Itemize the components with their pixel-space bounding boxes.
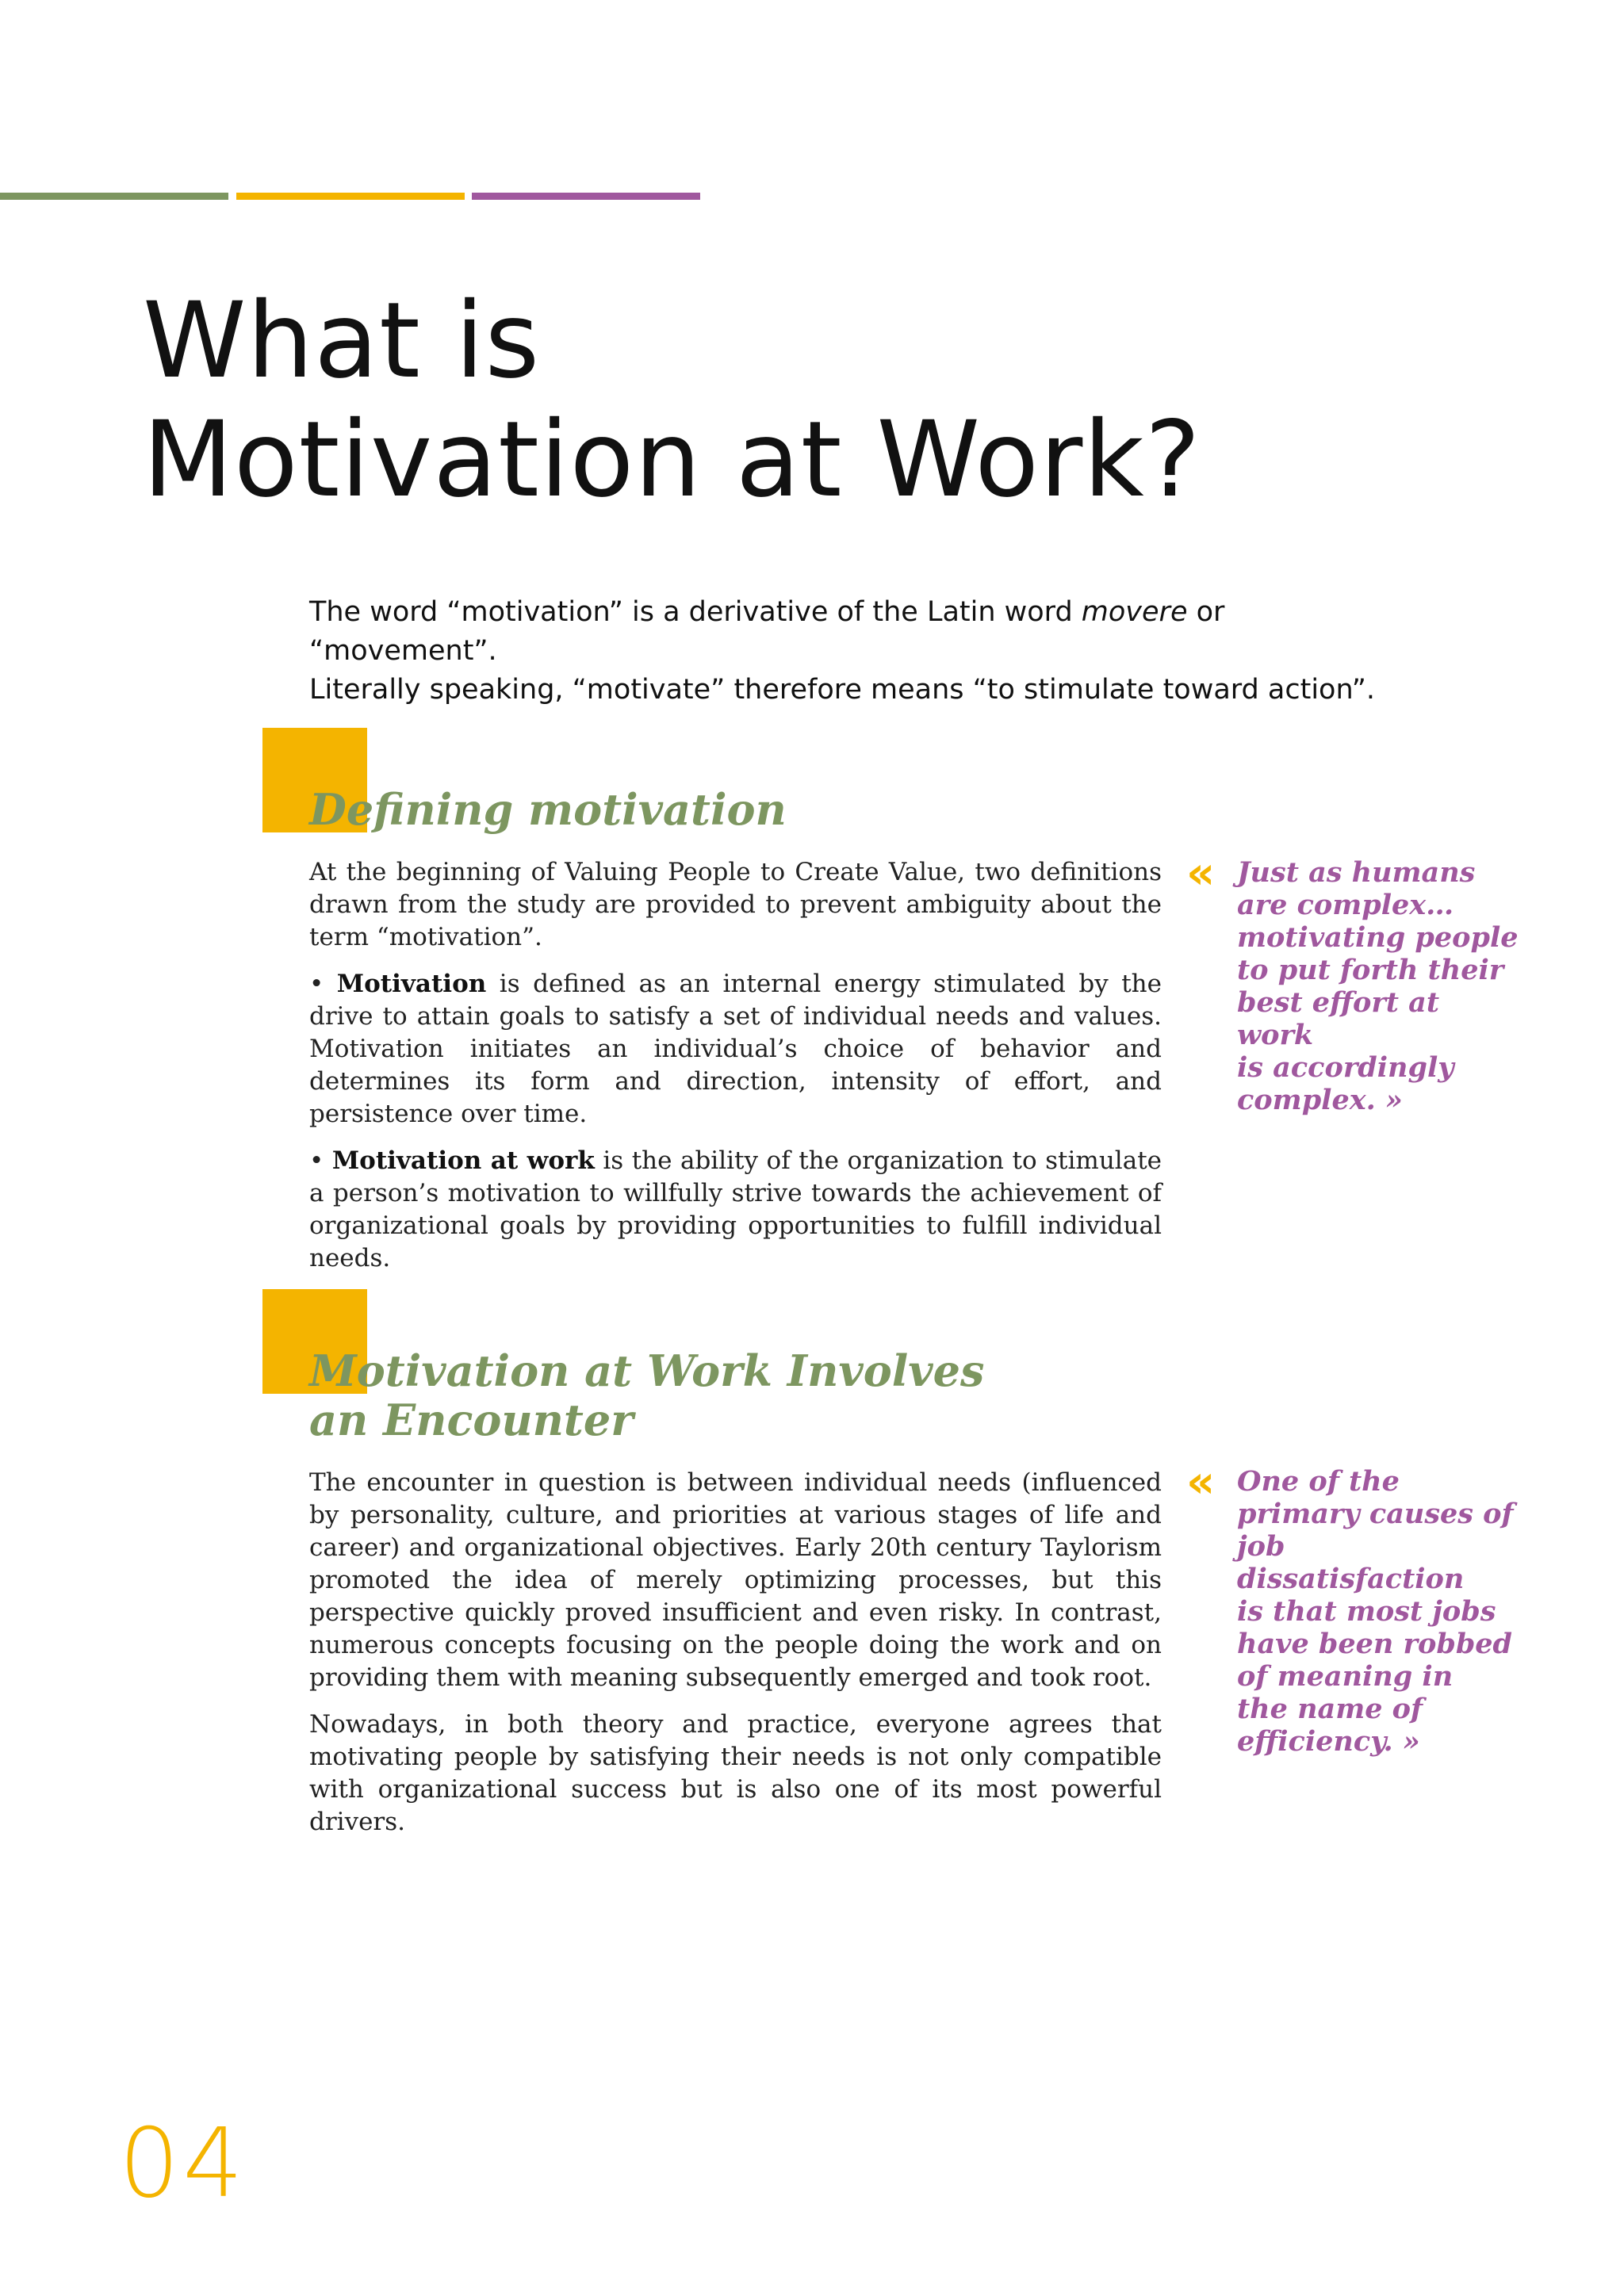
bullet-symbol: •: [309, 1146, 324, 1175]
section-2-heading-line-1: Motivation at Work Involves: [309, 1345, 985, 1396]
definition-motivation: [309, 968, 1162, 1131]
header-rule-green: [0, 193, 228, 200]
page-number: 04: [119, 2109, 247, 2219]
section-2-body: [309, 1467, 1162, 1853]
quote-line: efficiency. »: [1237, 1725, 1420, 1758]
definition-term: Motivation at work: [331, 1146, 595, 1175]
section-2-heading-line-2: an Encounter: [309, 1395, 634, 1445]
intro-line-1-start: The word “motivation” is a derivative of the Latin word: [309, 596, 1082, 628]
quote-line: Just as humans: [1237, 856, 1476, 889]
section-2-paragraph-2: Nowadays, in both theory and practice, everyone agrees that motivating people by satisfying their needs is not only compatible with organizational success but is also one of its most powerful drivers.: [309, 1710, 1162, 1836]
pull-quote-1-text: [1237, 856, 1519, 1116]
intro-text: [309, 593, 1419, 710]
header-rule-purple: [472, 193, 700, 200]
definition-motivation-at-work: [309, 1145, 1162, 1275]
quote-line: have been robbed: [1237, 1628, 1513, 1660]
quote-line: job dissatisfaction: [1237, 1530, 1465, 1595]
page-title-line-2: Motivation at Work?: [143, 399, 1201, 521]
quote-mark-icon: «: [1186, 1456, 1216, 1508]
definition-text: is the ability of the organization to stimulate a person’s motivation to willfully strive towards the achievement of organizational goals by providing opportunities to fulfill individual needs.: [309, 1146, 1162, 1272]
definition-term: Motivation: [336, 970, 487, 998]
intro-line-1: [309, 593, 1419, 671]
quote-line: One of the: [1237, 1465, 1400, 1498]
bullet-symbol: •: [309, 970, 324, 998]
quote-line: primary causes of: [1237, 1498, 1514, 1530]
definition-text: is defined as an internal energy stimulated by the drive to attain goals to satisfy a set of individual needs and values. Motivation initiates an individual’s choice of behavior and determines its form and direction, intensity of effort, and persistence over time.: [309, 970, 1162, 1128]
quote-line: best effort at work: [1237, 986, 1439, 1051]
page-title: [143, 281, 1201, 519]
quote-line: the name of: [1237, 1693, 1423, 1725]
intro-line-1-end: or “movement”.: [309, 596, 1225, 667]
quote-line: complex. »: [1237, 1084, 1403, 1116]
quote-line: is that most jobs: [1237, 1595, 1496, 1628]
pull-quote-1: [1186, 848, 1519, 1116]
section-1-heading-text: Defining motivation: [309, 784, 787, 835]
pull-quote-2: [1186, 1456, 1519, 1758]
quote-line: of meaning in: [1237, 1660, 1454, 1693]
section-1-body: [309, 856, 1162, 1289]
section-1-paragraph: At the beginning of Valuing People to Create Value, two definitions drawn from the study are provided to prevent ambiguity about the term “motivation”.: [309, 858, 1162, 951]
intro-latin-word: movere: [1081, 596, 1188, 628]
section-2-paragraph-1: The encounter in question is between individual needs (influenced by personality, culture, and priorities at various stages of life and career) and organizational objectives. Early 20th century Taylorism promoted the idea of merely optimizing processes, but this perspective quickly proved insufficient and even risky. In contrast, numerous concepts focusing on the people doing the work and on providing them with meaning subsequently emerged and took root.: [309, 1468, 1162, 1692]
page-title-line-1: What is: [143, 280, 541, 402]
intro-line-2: Literally speaking, “motivate” therefore means “to stimulate toward action”.: [309, 674, 1375, 706]
quote-line: are complex…: [1237, 889, 1454, 921]
section-1-heading: [309, 785, 787, 834]
header-rule-yellow: [236, 193, 465, 200]
quote-line: to put forth their: [1237, 954, 1504, 986]
section-2-heading: [309, 1346, 984, 1445]
quote-mark-icon: «: [1186, 848, 1216, 899]
pull-quote-2-text: [1237, 1465, 1519, 1758]
quote-line: motivating people: [1237, 921, 1519, 954]
quote-line: is accordingly: [1237, 1051, 1454, 1084]
